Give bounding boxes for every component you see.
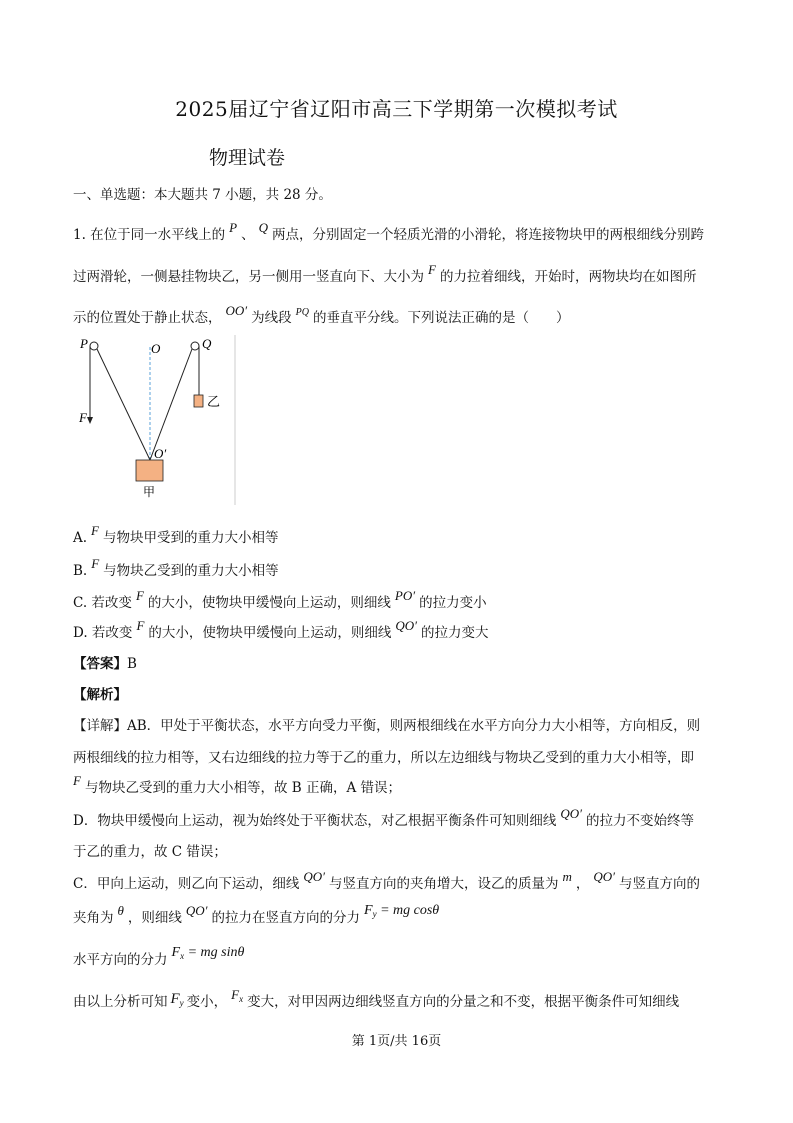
pulley-figure — [70, 335, 240, 510]
answer-value: B — [127, 656, 137, 672]
analysis-p1-line-1: 【详解】AB．甲处于平衡状态，水平方向受力平衡，则两根细线在水平方向分力大小相等，方向相反，则 — [73, 718, 701, 734]
symbol-qo: QO′ — [185, 903, 208, 918]
analysis-p1-line-2: 两根细线的拉力相等，又右边细线的拉力等于乙的重力，所以左边细线与物块乙受到的重力大小相等，即 — [73, 750, 694, 766]
analysis-p2-line-1: D．物块甲缓慢向上运动，视为始终处于平衡状态，对乙根据平衡条件可知则细线 QO′ 的拉力不变始终等 — [73, 806, 694, 829]
label-f: F — [79, 410, 87, 425]
symbol-theta: θ — [117, 903, 124, 918]
analysis-p5-line: 由以上分析可知 $F_y$ 变小， $F_x$ 变大，对甲因两边细线竖直方向的分量之和不变，根据平衡条件可知细线 — [73, 987, 680, 1010]
symbol-p: P — [229, 220, 238, 235]
symbol-m: m — [562, 869, 572, 884]
string-po — [97, 349, 150, 460]
option-b: B. F 与物块乙受到的重力大小相等 — [73, 556, 279, 579]
symbol-f: F — [428, 262, 436, 277]
page-footer: 第 1页/共 16页 — [351, 1034, 442, 1049]
analysis-label: 【解析】 — [73, 687, 127, 703]
option-c: C. 若改变 F 的大小，使物块甲缓慢向上运动，则细线 PO′ 的拉力变小 — [73, 588, 487, 611]
symbol-f: F — [136, 618, 145, 633]
symbol-pq: PQ — [295, 307, 309, 318]
symbol-qo: QO′ — [395, 618, 418, 633]
label-yi: 乙 — [207, 395, 221, 410]
analysis-p3-line-1: C．甲向上运动，则乙向下运动，细线 QO′ 与竖直方向的夹角增大，设乙的质量为 m ， QO′ 与竖直方向的 — [73, 869, 700, 892]
force-arrow-icon — [87, 417, 93, 424]
symbol-q: Q — [258, 220, 269, 235]
symbol-qo: QO′ — [303, 869, 325, 884]
page-subtitle: 物理试卷 — [209, 147, 286, 169]
symbol-po: PO′ — [394, 588, 416, 603]
question-line-1: 1. 在位于同一水平线上的 P 、 Q 两点，分别固定一个轻质光滑的小滑轮，将连接物块甲的两根细线分别跨 — [73, 220, 705, 243]
label-q: Q — [202, 336, 212, 351]
label-o: O — [151, 341, 161, 356]
analysis-p1-line-3: F 与物块乙受到的重力大小相等，故 B 正确，A 错误； — [73, 773, 401, 796]
symbol-f: F — [91, 523, 99, 538]
pulley-p — [90, 342, 98, 350]
analysis-p3-line-2: 夹角为 θ ，则细线 QO′ 的拉力在竖直方向的分力 $F_y$ = mg cosθ — [73, 903, 440, 926]
equation-fy: $F_y$ = mg cosθ — [364, 903, 440, 919]
question-line-2: 过两滑轮，一侧悬挂物块乙，另一侧用一竖直向下、大小为 F 的力拉着细线，开始时，两物块均在如图所 — [73, 262, 697, 285]
symbol-fx: $F_x$ — [231, 987, 244, 1004]
symbol-oo: OO′ — [225, 303, 248, 318]
label-o-prime: O′ — [154, 446, 167, 461]
analysis-p4-line: 水平方向的分力 $F_x$ = mg sinθ — [73, 945, 245, 968]
label-jia: 甲 — [143, 485, 156, 499]
pulley-q — [191, 342, 199, 350]
symbol-f: F — [73, 773, 81, 788]
symbol-fy: $F_y$ — [170, 991, 184, 1008]
page-title: 2025届辽宁省辽阳市高三下学期第一次模拟考试 — [175, 97, 618, 121]
symbol-f: F — [135, 588, 144, 603]
block-jia — [136, 460, 163, 481]
string-qo — [150, 349, 192, 460]
block-yi — [194, 395, 203, 407]
symbol-f: F — [91, 556, 100, 571]
equation-fx: $F_x$ = mg sinθ — [171, 945, 245, 961]
answer-line — [73, 654, 137, 674]
option-a: A. F 与物块甲受到的重力大小相等 — [73, 523, 279, 546]
symbol-qo: QO′ — [560, 806, 582, 821]
question-line-3: 示的位置处于静止状态， OO′ 为线段 $^{PQ}$ 的垂直平分线。下列说法正确的是（ ） — [73, 303, 570, 326]
section-heading: 一、单选题：本大题共 7 小题，共 28 分。 — [73, 187, 332, 203]
option-d: D. 若改变 F 的大小，使物块甲缓慢向上运动，则细线 QO′ 的拉力变大 — [73, 618, 489, 641]
symbol-qo: QO′ — [593, 869, 615, 884]
answer-label: 【答案】 — [73, 656, 127, 672]
analysis-p2-line-2: 于乙的重力，故 C 错误； — [73, 844, 227, 860]
label-p: P — [80, 336, 88, 351]
